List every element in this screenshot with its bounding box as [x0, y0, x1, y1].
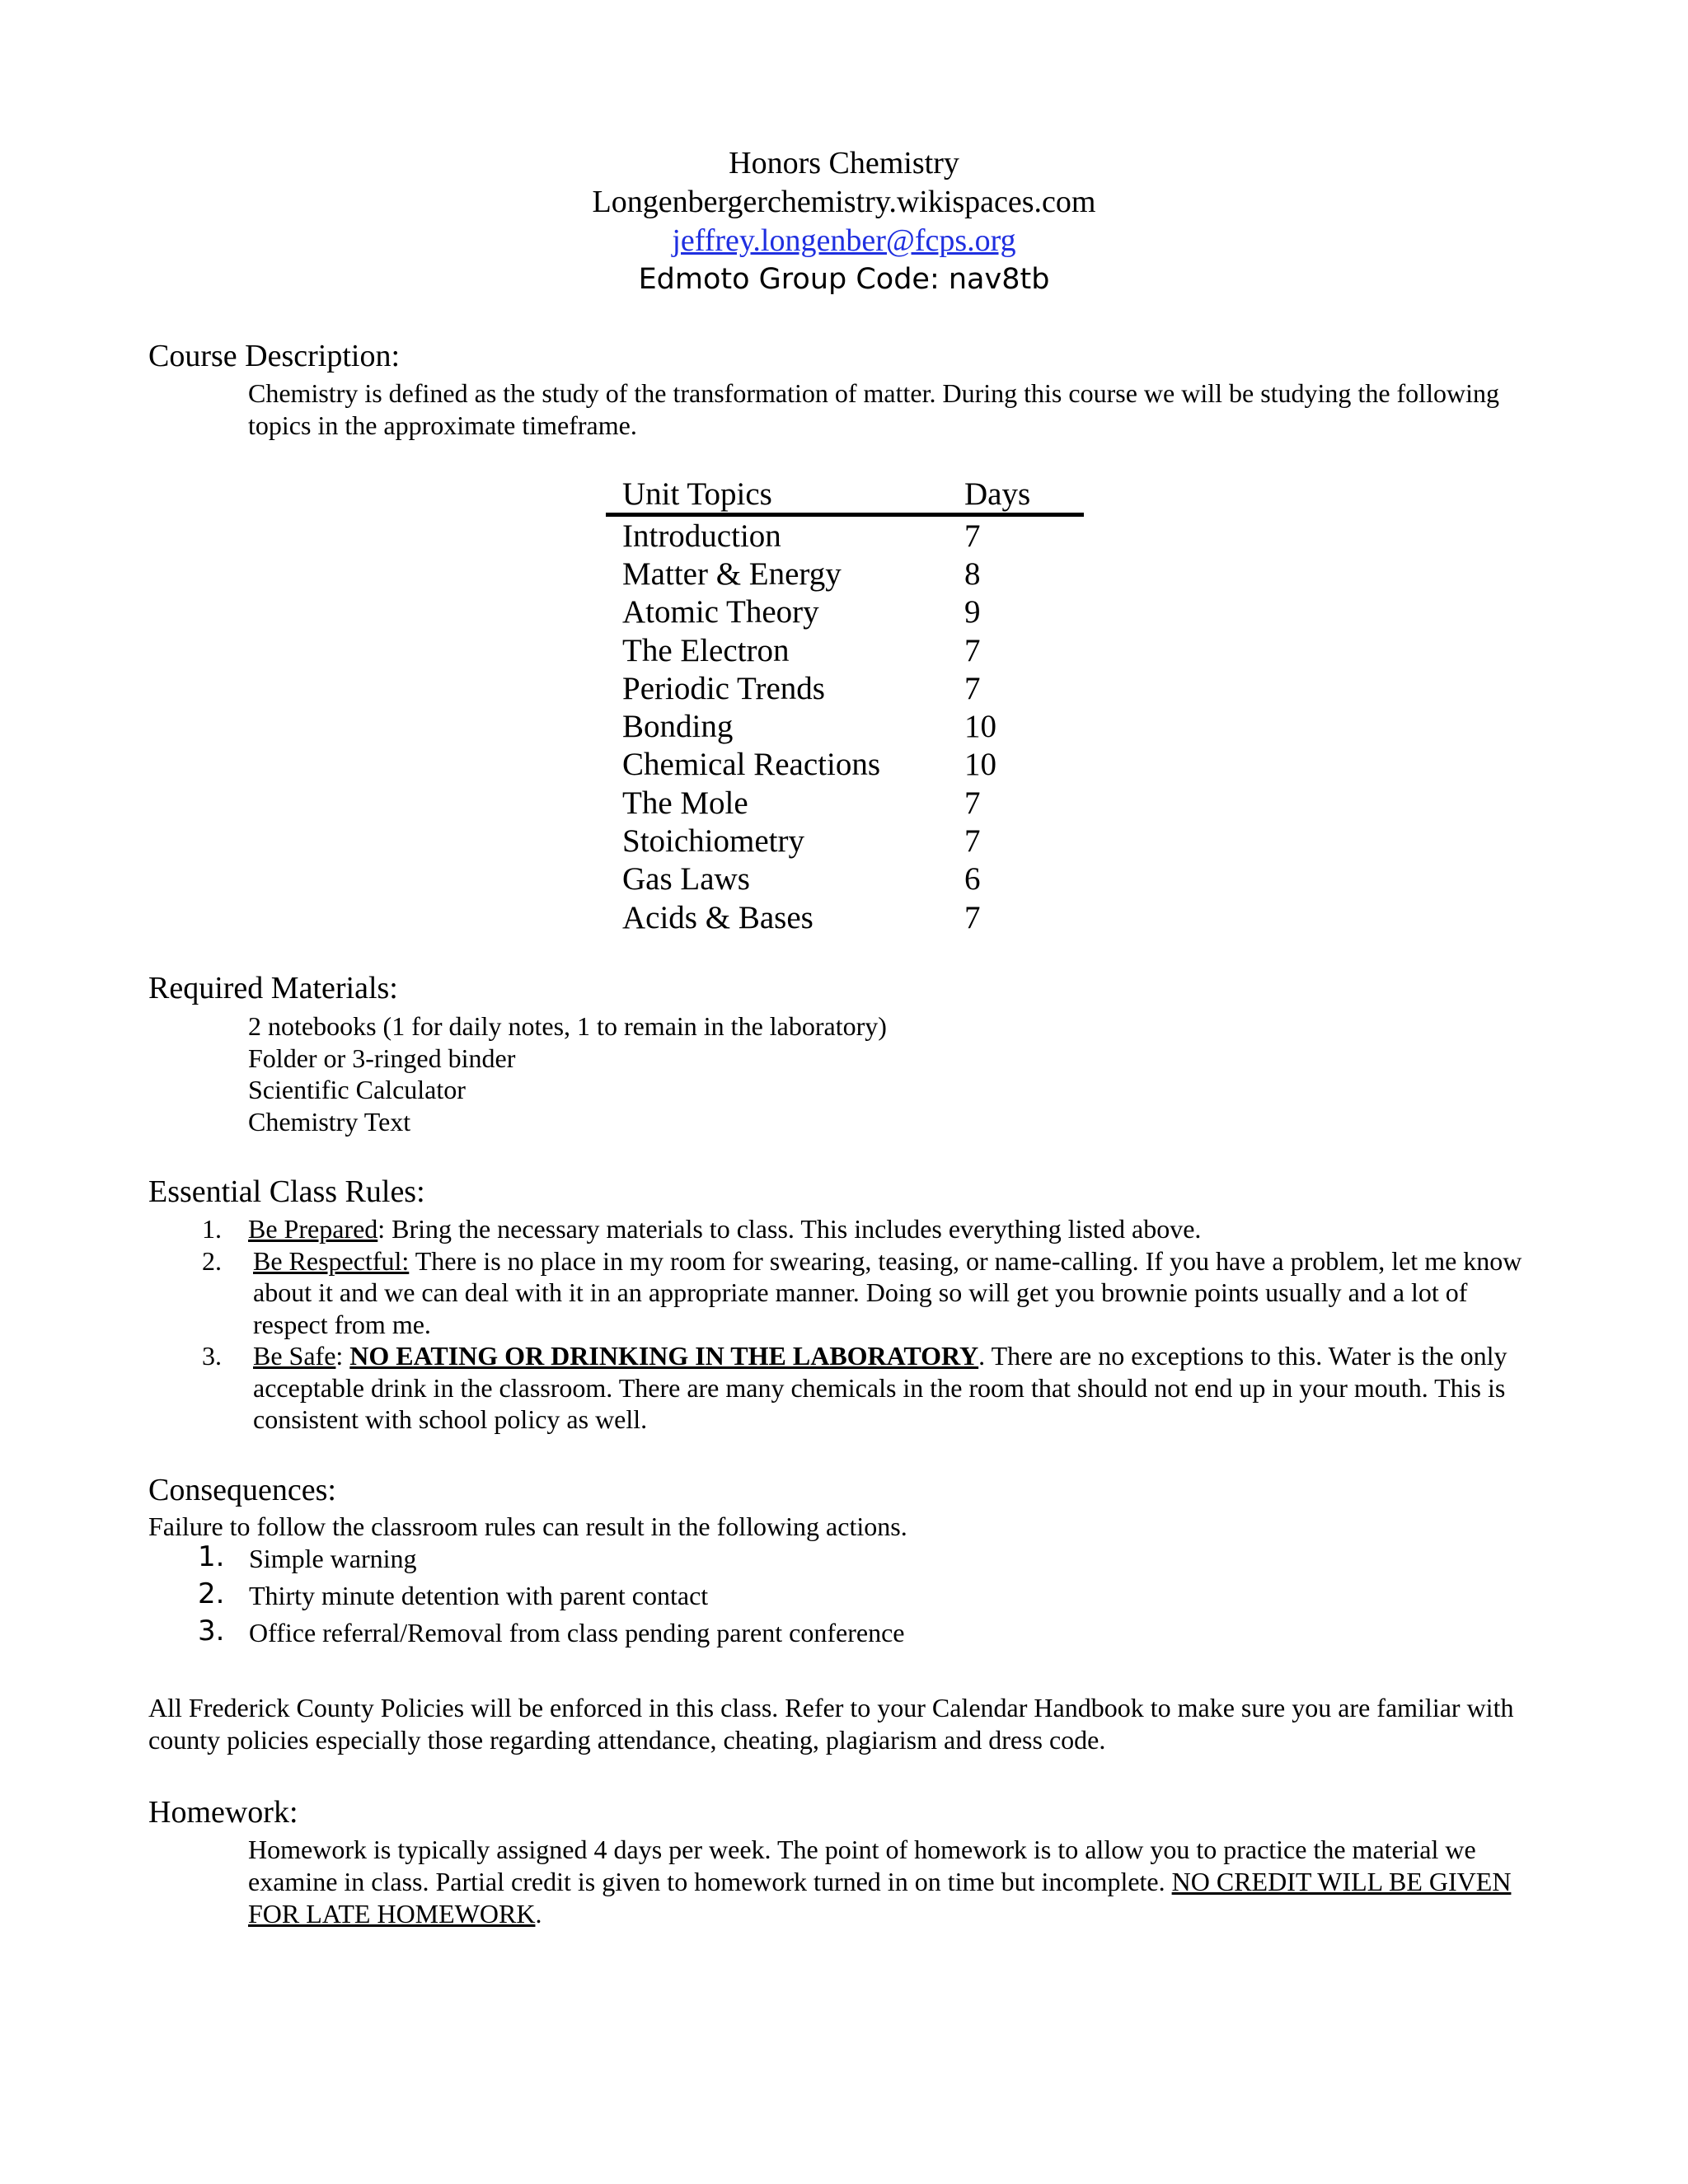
- table-row: [606, 746, 1084, 784]
- rule-text: . There are no exceptions to this. Water is the only acceptable drink in the classroom. There are many chemicals in the room that should not end up in your mouth. This is consistent with school policy as well.: [253, 1341, 1507, 1434]
- class-rules-list: [202, 1213, 1541, 1436]
- table-row: [606, 898, 1084, 936]
- topic-name: Stoichiometry: [622, 823, 804, 860]
- required-materials-heading: Required Materials:: [148, 971, 398, 1005]
- table-row: [606, 707, 1084, 745]
- consequences-list: [198, 1540, 905, 1655]
- topic-days: 7: [964, 670, 981, 706]
- website-text: Longenbergerchemistry.wikispaces.com: [592, 185, 1096, 219]
- topic-days: 7: [964, 632, 981, 668]
- rule-emphasis: NO EATING OR DRINKING IN THE LABORATORY: [349, 1341, 979, 1371]
- county-policies-text: All Frederick County Policies will be enforced in this class. Refer to your Calendar Handbook to make sure you are familiar with county policies especially those regarding attendance, cheating, plagiarism and dress code.: [148, 1693, 1514, 1755]
- topic-days: 9: [964, 594, 981, 630]
- topic-days: 10: [964, 747, 996, 783]
- consequence-item: [198, 1615, 905, 1655]
- consequence-number: 1.: [198, 1540, 225, 1573]
- consequence-text: Thirty minute detention with parent contact: [249, 1581, 709, 1610]
- topic-days: 10: [964, 709, 996, 745]
- rule-text: : Bring the necessary materials to class. This includes everything listed above.: [377, 1214, 1202, 1244]
- email-link[interactable]: jeffrey.longenber@fcps.org: [672, 223, 1016, 258]
- rule-item: [202, 1245, 1541, 1341]
- table-row: [606, 555, 1084, 593]
- consequences-heading: Consequences:: [148, 1473, 336, 1507]
- list-item: Chemistry Text: [248, 1106, 411, 1137]
- table-row: [606, 822, 1084, 860]
- topic-name: The Electron: [622, 632, 790, 668]
- consequence-text: Office referral/Removal from class pending parent conference: [249, 1618, 905, 1647]
- homework-heading: Homework:: [148, 1795, 298, 1830]
- topic-days: 8: [964, 555, 981, 592]
- rule-text: There is no place in my room for swearing, teasing, or name-calling. If you have a problem, let me know about it and we can deal with it in an appropriate manner. Doing so will get you brownie points usually and a lot of respect from me.: [253, 1245, 1522, 1339]
- topic-name: Chemical Reactions: [622, 747, 880, 783]
- consequences-intro: Failure to follow the classroom rules can result in the following actions.: [148, 1511, 907, 1541]
- list-item: Folder or 3-ringed binder: [248, 1043, 516, 1073]
- class-rules-heading: Essential Class Rules:: [148, 1174, 425, 1209]
- homework-end: .: [535, 1899, 542, 1929]
- topic-name: Atomic Theory: [622, 594, 819, 630]
- topics-table-header: [606, 470, 1084, 517]
- table-row: [606, 784, 1084, 822]
- topic-days: 7: [964, 785, 981, 821]
- rule-number: 1.: [202, 1214, 222, 1244]
- table-row: [606, 517, 1084, 555]
- rule-number: 2.: [202, 1245, 222, 1276]
- materials-list: [248, 1010, 1567, 1137]
- table-row: [606, 860, 1084, 898]
- topic-name: Gas Laws: [622, 861, 750, 898]
- rule-item: [202, 1340, 1541, 1436]
- consequence-item: [198, 1540, 904, 1581]
- consequence-number: 2.: [198, 1577, 225, 1610]
- column-header-days: Days: [964, 476, 1031, 512]
- topic-name: Introduction: [622, 518, 781, 554]
- table-row: [606, 631, 1084, 669]
- list-item: Scientific Calculator: [248, 1075, 466, 1104]
- course-description-heading: Course Description:: [148, 339, 401, 373]
- homework-text: Homework is typically assigned 4 days per week. The point of homework is to allow you to practice the material we examine in class. Partial credit is given to homework turned in on time but incomplete.: [248, 1835, 1476, 1896]
- rule-title: Be Respectful:: [253, 1245, 410, 1276]
- consequence-item: [198, 1577, 904, 1618]
- topic-name: Matter & Energy: [622, 555, 842, 592]
- topic-days: 7: [964, 518, 981, 554]
- consequence-number: 3.: [198, 1615, 225, 1647]
- topic-name: Periodic Trends: [622, 670, 825, 706]
- column-header-unit-topics: Unit Topics: [622, 476, 772, 512]
- rule-item: [202, 1213, 1541, 1245]
- rule-separator: :: [335, 1341, 350, 1371]
- homework-paragraph: [248, 1834, 1546, 1930]
- course-description-text: Chemistry is defined as the study of the transformation of matter. During this course we will be studying the following topics in the approximate timeframe.: [248, 378, 1499, 440]
- topic-name: The Mole: [622, 785, 748, 821]
- rule-title: Be Prepared: [248, 1214, 378, 1244]
- course-title: Honors Chemistry: [729, 146, 959, 180]
- table-row: [606, 593, 1084, 631]
- edmoto-code: Edmoto Group Code: nav8tb: [638, 263, 1050, 296]
- rule-title: Be Safe: [253, 1341, 336, 1371]
- table-row: [606, 669, 1084, 707]
- document-header: [0, 144, 1688, 299]
- rule-number: 3.: [202, 1341, 222, 1371]
- list-item: 2 notebooks (1 for daily notes, 1 to remain in the laboratory): [248, 1011, 887, 1041]
- homework-emphasis: NO CREDIT WILL BE GIVEN FOR LATE HOMEWORK: [248, 1867, 1512, 1929]
- consequence-text: Simple warning: [249, 1544, 417, 1573]
- topic-name: Acids & Bases: [622, 899, 814, 935]
- topic-days: 7: [964, 899, 981, 935]
- topic-days: 6: [964, 861, 981, 898]
- topic-days: 7: [964, 823, 981, 860]
- topics-table: [606, 470, 1084, 936]
- topic-name: Bonding: [622, 709, 734, 745]
